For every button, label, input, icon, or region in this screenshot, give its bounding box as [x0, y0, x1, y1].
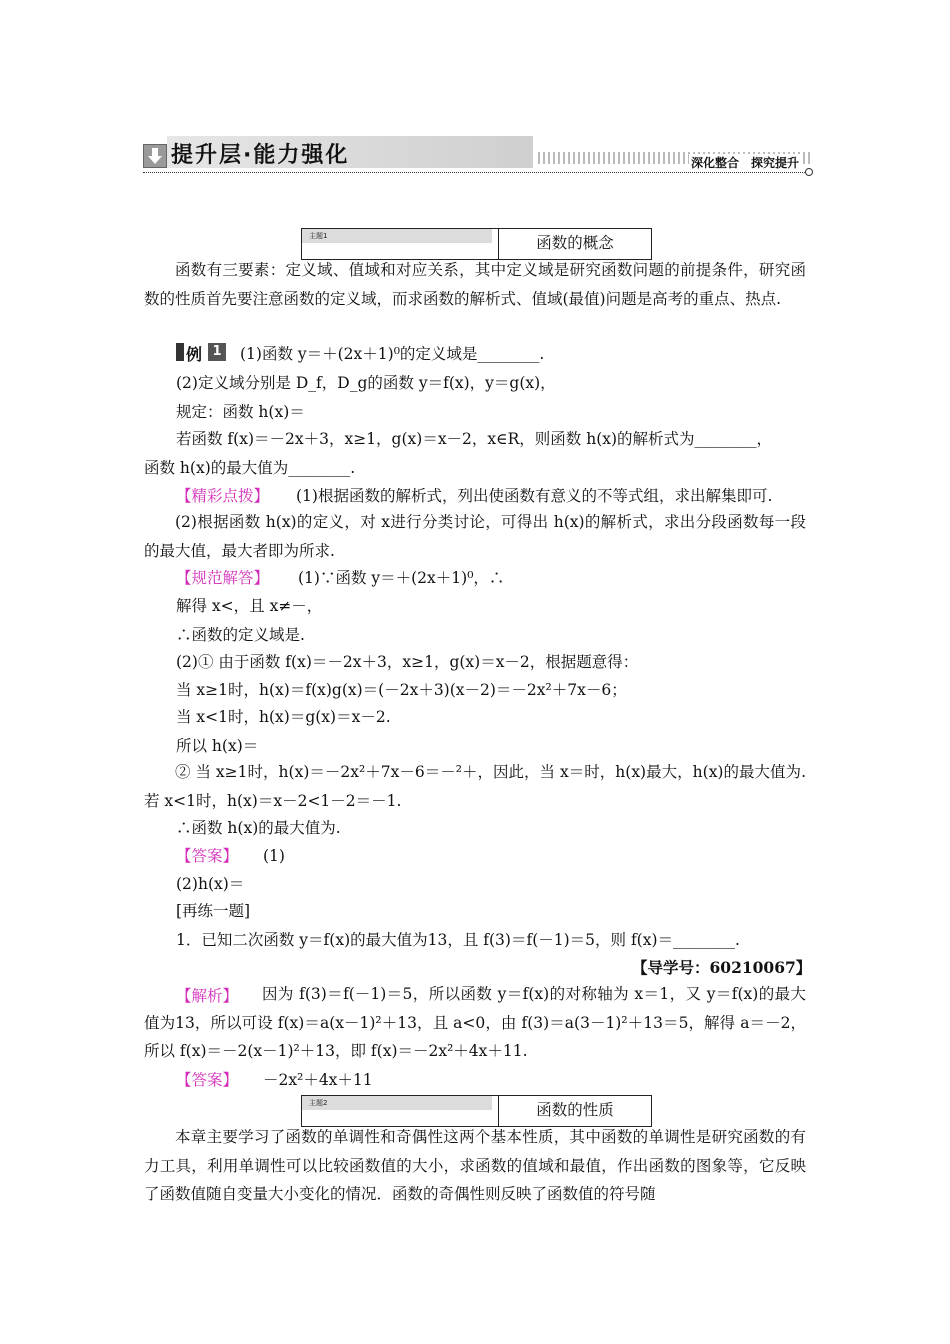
badge-word: 例 — [186, 345, 203, 364]
badge-number: 1 — [208, 343, 226, 361]
solution-line-3: ∴函数的定义域是. — [176, 626, 305, 644]
solution-line-9: ∴函数 h(x)的最大值为. — [176, 819, 341, 837]
banner-title: 提升层·能力强化 — [171, 143, 350, 168]
solution-line-1: (1)∵函数 y＝＋(2x＋1)⁰，∴ — [298, 569, 505, 587]
badge-marker — [176, 343, 184, 361]
analysis-label: 【解析】 — [176, 987, 239, 1005]
solution-line-4: (2)① 由于函数 f(x)＝－2x＋3，x≥1，g(x)＝x－2，根据题意得： — [176, 653, 639, 671]
solution-line-2: 解得 x<，且 x≠－， — [176, 597, 323, 615]
solution-line-6: 当 x<1时，h(x)＝g(x)＝x－2. — [176, 708, 391, 726]
section-banner — [143, 132, 815, 176]
topic-tag: 主题2 — [309, 1099, 328, 1107]
topic-tag: 主题1 — [309, 232, 328, 240]
topic-tag-bar — [302, 1096, 492, 1110]
intro-paragraph-2: 本章主要学习了函数的单调性和奇偶性这两个基本性质，其中函数的单调性是研究函数的有力工具，利用单调性可以比较函数值的大小，求函数的值域和最值，作出函数的图象等，它反映了函数值随自变量大小变化的情况．函数的奇偶性则反映了函数值的符号随 — [144, 1128, 806, 1204]
answer-1-line-1: (1) — [263, 847, 285, 865]
down-arrow-icon — [143, 144, 167, 168]
solution-line-7: 所以 h(x)＝ — [176, 737, 259, 755]
practice-question: 1．已知二次函数 y＝f(x)的最大值为13，且 f(3)＝f(－1)＝5，则 f(x)＝________. — [176, 931, 740, 949]
banner-dot-icon — [805, 168, 813, 176]
example-line-4: 若函数 f(x)＝－2x＋3，x≥1，g(x)＝x－2，x∈R，则函数 h(x)的解析式为________， — [176, 430, 773, 448]
example-line-1: (1)函数 y＝＋(2x＋1)⁰的定义域是________. — [240, 345, 545, 363]
practice-header: [再练一题] — [176, 902, 251, 920]
banner-rule — [143, 172, 809, 173]
topic-name: 函数的概念 — [536, 234, 614, 252]
banner-subtitle: 深化整合 探究提升 — [690, 156, 799, 170]
tip-label: 【精彩点拨】 — [176, 487, 270, 505]
answer-2-value: －2x²＋4x＋11 — [263, 1071, 373, 1089]
answer-1-line-2: (2)h(x)＝ — [176, 875, 245, 893]
topic-tag-bar — [302, 229, 492, 243]
solution-label: 【规范解答】 — [176, 569, 270, 587]
example-line-2: (2)定义域分别是 D_f，D_g的函数 y＝f(x)，y＝g(x)， — [176, 374, 556, 392]
solution-paragraph-8: ② 当 x≥1时，h(x)＝－2x²＋7x－6＝－²＋，因此，当 x＝时，h(x)最大，h(x)的最大值为.若 x<1时，h(x)＝x－2<1－2＝－1. — [144, 763, 806, 810]
analysis-paragraph: 因为 f(3)＝f(－1)＝5，所以函数 y＝f(x)的对称轴为 x＝1，又 y＝f(x)的最大值为13，所以可设 f(x)＝a(x－1)²＋13，且 a<0，由 f(3)＝a(3－1)²＋13＝5，解得 a＝－2，所以 f(x)＝－2(x－1)²＋13，即 f(x)＝－2x²＋4x＋11. — [144, 985, 806, 1061]
solution-line-5: 当 x≥1时，h(x)＝f(x)g(x)＝(－2x＋3)(x－2)＝－2x²＋7x－6； — [176, 681, 627, 699]
tip-line-1: (1)根据函数的解析式，列出使函数有意义的不等式组，求出解集即可. — [296, 487, 773, 505]
example-line-3: 规定：函数 h(x)＝ — [176, 403, 305, 421]
answer-label-2: 【答案】 — [176, 1071, 239, 1089]
guide-number: 【导学号：60210067】 — [632, 958, 812, 977]
answer-label-1: 【答案】 — [176, 847, 239, 865]
tip-paragraph-2: (2)根据函数 h(x)的定义，对 x进行分类讨论，可得出 h(x)的解析式，求出分段函数每一段的最大值，最大者即为所求. — [144, 513, 806, 560]
example-line-5: 函数 h(x)的最大值为________. — [144, 459, 356, 477]
intro-paragraph-1: 函数有三要素：定义域、值域和对应关系，其中定义域是研究函数问题的前提条件，研究函数的性质首先要注意函数的定义域，而求函数的解析式、值域(最值)问题是高考的重点、热点. — [144, 261, 806, 308]
topic-name: 函数的性质 — [536, 1101, 614, 1119]
